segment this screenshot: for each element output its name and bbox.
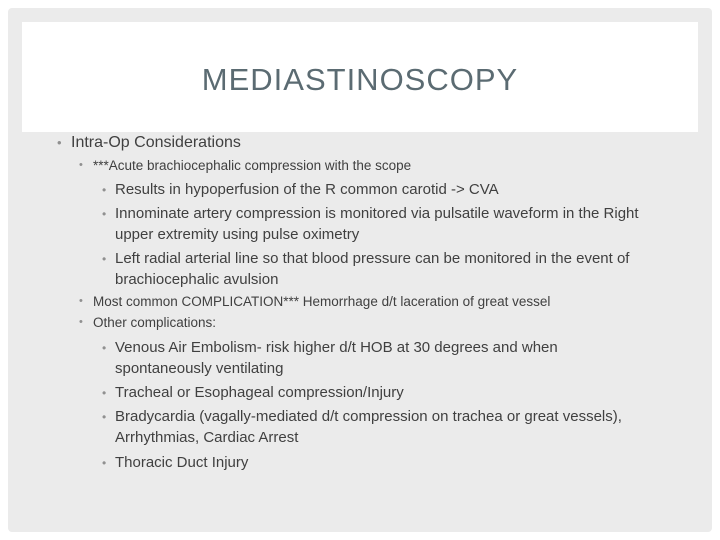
bullet-text: Tracheal or Esophageal compression/Injury (115, 384, 404, 401)
bullet-innominate-artery (102, 203, 675, 245)
bullet-text: Left radial arterial line so that blood pressure can be monitored in the event of brachiocephalic avulsion (115, 250, 630, 288)
bullet-text: Intra-Op Considerations (71, 134, 241, 151)
bullet-text: Most common COMPLICATION*** Hemorrhage d/t laceration of great vessel (93, 294, 551, 309)
bullet-most-common-complication (79, 294, 693, 310)
bullet-text: Venous Air Embolism- risk higher d/t HOB at 30 degrees and when spontaneously ventilating (115, 339, 558, 377)
bullet-dot: • (102, 341, 107, 355)
slide-content (8, 8, 712, 532)
bullet-dot: • (102, 183, 107, 197)
bullet-tracheal-esophageal (102, 382, 675, 403)
bullet-text: Thoracic Duct Injury (115, 454, 249, 471)
bullet-thoracic-duct (102, 452, 675, 473)
bullet-dot: • (102, 252, 107, 266)
bullet-dot: • (102, 386, 107, 400)
bullet-other-complications (79, 315, 683, 331)
bullet-dot: • (79, 159, 83, 171)
slide (8, 8, 712, 532)
bullet-dot: • (102, 456, 107, 470)
bullet-dot: • (102, 207, 107, 221)
bullet-dot: • (57, 135, 62, 150)
bullet-text: ***Acute brachiocephalic compression with the scope (93, 158, 412, 173)
slide-title: MEDIASTINOSCOPY (201, 62, 519, 97)
bullet-bradycardia (102, 406, 645, 448)
bullet-hypoperfusion (102, 179, 675, 200)
bullet-text: Bradycardia (vagally-mediated d/t compression on trachea or great vessels), Arrhythmias, Cardiac Arrest (115, 408, 622, 446)
bullet-intra-op (57, 133, 671, 152)
bullet-text: Other complications: (93, 315, 217, 330)
bullet-left-radial-line (102, 248, 655, 290)
bullet-text: Innominate artery compression is monitored via pulsatile waveform in the Right upper extremity using pulse oximetry (115, 205, 639, 243)
bullet-dot: • (102, 410, 107, 424)
bullet-acute-compression (79, 158, 683, 174)
bullet-dot: • (79, 295, 83, 307)
bullet-venous-air-embolism (102, 337, 655, 379)
bullet-text: Results in hypoperfusion of the R common carotid -> CVA (115, 181, 499, 198)
bullet-dot: • (79, 316, 83, 328)
